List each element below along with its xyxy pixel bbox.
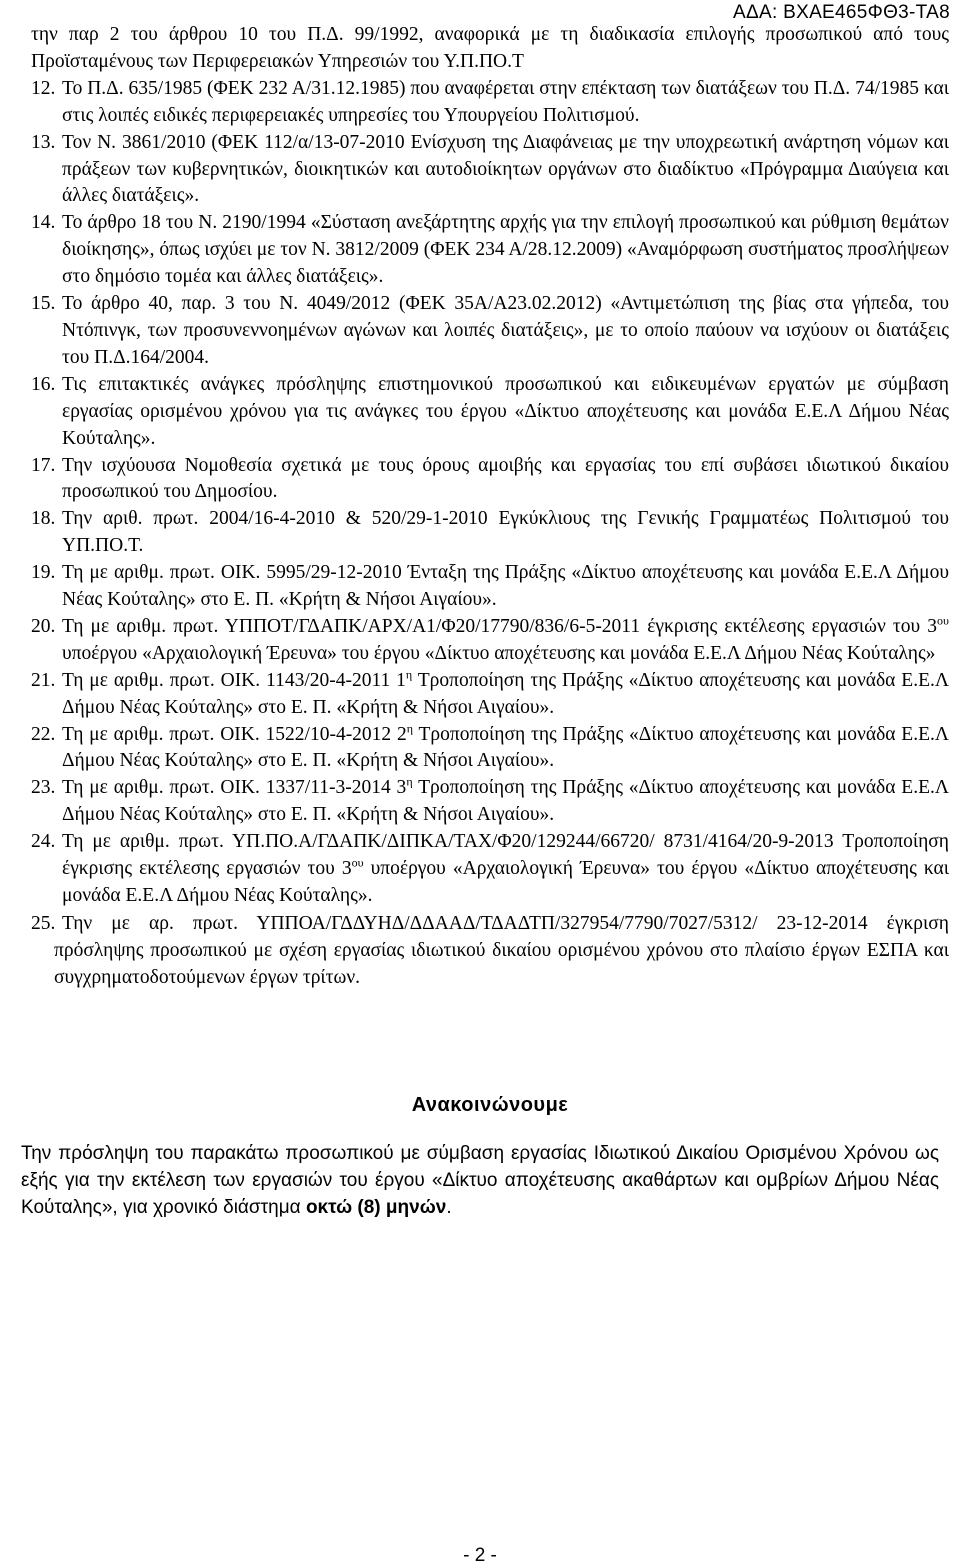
- announce-duration: οκτώ (8) μηνών: [305, 1196, 447, 1218]
- list-item: [31, 774, 949, 829]
- item-text: Τη με αριθμ. πρωτ. ΟΙΚ. 1143/20-4-2011 1: [62, 669, 406, 691]
- item-text: Το Π.Δ. 635/1985 (ΦΕΚ 232 Α/31.12.1985) που αναφέρεται στην επέκταση των διατάξεων του Π.Δ. 74/1985 και στις λοιπές ειδικές περιφερειακές υπηρεσίες του Υπουργείου Πολιτισμού.: [62, 77, 949, 126]
- list-item: [31, 829, 949, 910]
- ordinal-suffix: η: [406, 721, 414, 736]
- item-text: Τη με αριθμ. πρωτ. ΟΙΚ. 1522/10-4-2012 2: [62, 723, 407, 745]
- list-item: [31, 76, 949, 130]
- item-text: Το άρθρο 40, παρ. 3 του Ν. 4049/2012 (ΦΕΚ 35Α/Α23.02.2012) «Αντιμετώπιση της βίας στα γήπεδα, του Ντόπινγκ, των προσυνεννοημένων αγώνων και λοιπές διατάξεις», με το οποίο παύουν να ισχύουν οι διατάξεις του Π.Δ.164/2004.: [62, 293, 949, 368]
- list-item: [31, 560, 949, 614]
- item-number: 18.: [31, 508, 56, 530]
- list-item: [31, 613, 949, 668]
- item-text-cont: υποέργου «Αρχαιολογική Έρευνα» του έργου «Δίκτυο αποχέτευσης και μονάδα Ε.Ε.Λ Δήμου Νέας Κούταλης».: [62, 858, 949, 906]
- list-item: [31, 130, 949, 211]
- list-item: [31, 291, 949, 372]
- ada-code: ΑΔΑ: ΒΧΑΕ465ΦΘ3-ΤΑ8: [733, 2, 950, 23]
- item-number: 14.: [31, 212, 56, 234]
- list-item: [31, 667, 949, 722]
- list-item: [31, 372, 949, 453]
- item-number: 19.: [31, 562, 56, 584]
- item-text: Τον Ν. 3861/2010 (ΦΕΚ 112/α/13-07-2010 Ενίσχυση της Διαφάνειας με την υποχρεωτική ανάρτηση νόμων και πράξεων των κυβερνητικών, διοικητικών και αυτοδιοίκητων οργάνων στο διαδίκτυο «Πρόγραμμα Διαύγεια και άλλες διατάξεις».: [62, 131, 949, 207]
- item-text-cont: Τροποποίηση της Πράξης «Δίκτυο αποχέτευσης και μονάδα Ε.Ε.Λ Δήμου Νέας Κούταλης» στο Ε. Π. «Κρήτη & Νήσοι Αιγαίου».: [62, 669, 949, 718]
- item-text: Την αριθ. πρωτ. 2004/16-4-2010 & 520/29-1-2010 Εγκύκλιους της Γενικής Γραμματέως Πολιτισμού του ΥΠ.ΠΟ.Τ.: [62, 508, 949, 557]
- item-number: 22.: [31, 723, 56, 745]
- ordinal-suffix: η: [406, 774, 413, 789]
- item-number: 17.: [31, 454, 56, 476]
- item-number: 15.: [31, 293, 56, 315]
- item-text: Το άρθρο 18 του Ν. 2190/1994 «Σύσταση ανεξάρτητης αρχής για την επιλογή προσωπικού και ρύθμιση θεμάτων διοίκησης», όπως ισχύει με τον Ν. 3812/2009 (ΦΕΚ 234 Α/28.12.2009) «Αναμόρφωση συστήματος προσλήψεων στο δημόσιο τομέα και άλλες διατάξεις».: [62, 212, 949, 288]
- ordinal-suffix: η: [405, 667, 413, 682]
- announce-text: Την πρόσληψη του παρακάτω προσωπικού με σύμβαση εργασίας Ιδιωτικού Δικαίου Ορισμένου Χρόνου ως εξής για την εκτέλεση των εργασιών του έργου «Δίκτυο αποχέτευσης ακαθάρτων και ομβρίων Δήμου Νέας Κούταλης», για χρονικό διάστημα: [21, 1142, 939, 1218]
- item-number: 13.: [31, 131, 56, 153]
- document-body: [21, 22, 950, 1221]
- item-number: 25.: [31, 912, 56, 934]
- announce-heading: Ανακοινώνουμε: [411, 1093, 569, 1116]
- list-item: [31, 911, 949, 992]
- item-text-cont: Τροποποίηση της Πράξης «Δίκτυο αποχέτευσης και μονάδα Ε.Ε.Λ Δήμου Νέας Κούταλης» στο Ε. Π. «Κρήτη & Νήσοι Αιγαίου».: [62, 777, 949, 826]
- intro-paragraph: την παρ 2 του άρθρου 10 του Π.Δ. 99/1992, αναφορικά με τη διαδικασία επιλογής προσωπικού από τους Προϊσταμένους των Περιφερειακών Υπηρεσιών του Υ.Π.ΠΟ.Τ: [31, 24, 949, 72]
- list-item: [31, 210, 949, 291]
- list-item: [31, 506, 949, 560]
- item-number: 21.: [31, 669, 56, 691]
- item-text: Την ισχύουσα Νομοθεσία σχετικά με τους όρους αμοιβής και εργασίας του επί συβάσει ιδιωτικού δικαίου προσωπικού του Δημοσίου.: [62, 454, 949, 503]
- item-number: 20.: [31, 615, 56, 637]
- announce-end: .: [446, 1196, 452, 1218]
- ordinal-suffix: ου: [351, 855, 364, 870]
- item-text: Τη με αριθμ. πρωτ. ΥΠΠΟΤ/ΓΔΑΠΚ/ΑΡΧ/Α1/Φ20/17790/836/6-5-2011 έγκρισης εκτέλεσης εργασιών του 3: [62, 615, 938, 637]
- item-text-cont: υποέργου «Αρχαιολογική Έρευνα» του έργου «Δίκτυο αποχέτευσης και μονάδα Ε.Ε.Λ Δήμου Νέας Κούταλης»: [62, 642, 936, 664]
- list-item: [31, 721, 950, 776]
- item-number: 24.: [31, 831, 56, 853]
- item-text: Τη με αριθμ. πρωτ. ΟΙΚ. 1337/11-3-2014 3: [62, 777, 407, 799]
- item-text: Τις επιτακτικές ανάγκες πρόσληψης επιστημονικού προσωπικού και ειδικευμένων εργατών με σύμβαση εργασίας ορισμένου χρόνου για τις ανάγκες του έργου «Δίκτυο αποχέτευσης και μονάδα Ε.Ε.Λ Δήμου Νέας Κούταλης».: [62, 373, 949, 449]
- legal-basis-list: [31, 76, 949, 992]
- item-text: Την με αρ. πρωτ. ΥΠΠΟΑ/ΓΔΔΥΗΔ/ΔΔΑΑΔ/ΤΔΑΔΤΠ/327954/7790/7027/5312/ 23-12-2014 έγκριση πρόσληψης προσωπικού με σχέση εργασίας ιδιωτικού δικαίου ορισμένου χρόνου στο πλαίσιο έργων ΕΣΠΑ και συγχρηματοδοτούμενων έργων τρίτων.: [54, 912, 949, 988]
- item-number: 16.: [31, 373, 56, 395]
- ordinal-suffix: ου: [937, 613, 949, 628]
- item-text: Τη με αριθμ. πρωτ. ΟΙΚ. 5995/29-12-2010 Ένταξη της Πράξης «Δίκτυο αποχέτευσης και μονάδα Ε.Ε.Λ Δήμου Νέας Κούταλης» στο Ε. Π. «Κρήτη & Νήσοι Αιγαίου».: [62, 562, 949, 611]
- list-item: [31, 453, 949, 507]
- item-text-cont: Τροποποίηση της Πράξης «Δίκτυο αποχέτευσης και μονάδα Ε.Ε.Λ Δήμου Νέας Κούταλης» στο Ε. Π. «Κρήτη & Νήσοι Αιγαίου».: [62, 723, 950, 772]
- page-number: - 2 -: [463, 1545, 497, 1566]
- item-number: 12.: [31, 77, 56, 99]
- item-number: 23.: [31, 777, 56, 799]
- announce-paragraph: [21, 1140, 939, 1221]
- item-text: Τη με αριθμ. πρωτ. ΥΠ.ΠΟ.Α/ΓΔΑΠΚ/ΔΙΠΚΑ/ΤΑΧ/Φ20/129244/66720/ 8731/4164/20-9-2013 Τροποποίηση έγκρισης εκτέλεσης εργασιών του 3: [62, 831, 949, 880]
